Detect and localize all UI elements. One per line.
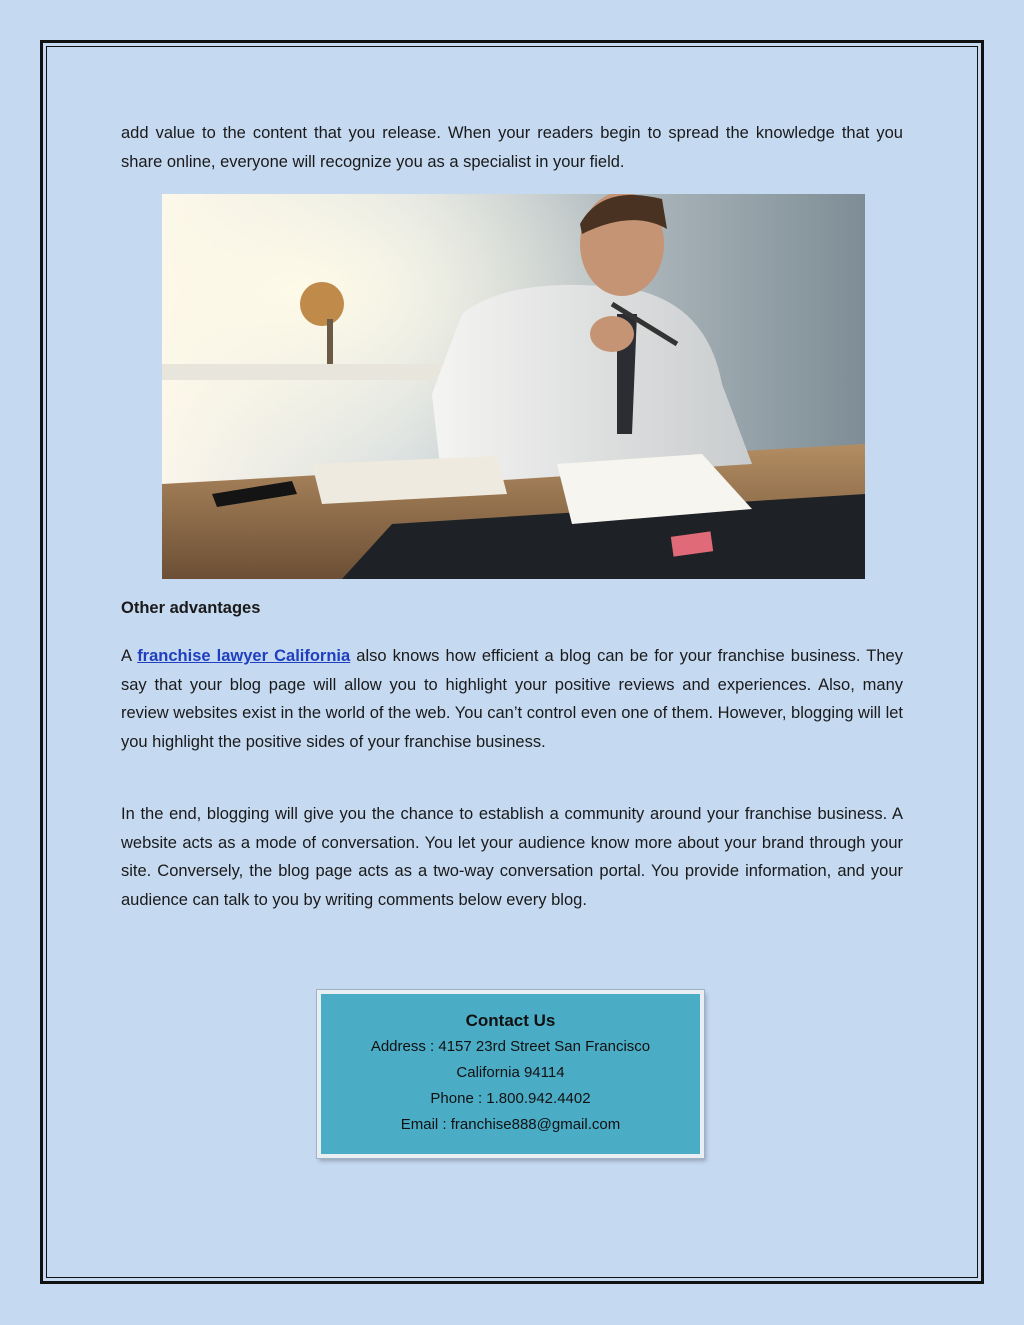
- para1-body: also knows how efficient a blog can be for your franchise business. They say that your blog page will allow you to highlight your positive reviews and experiences. Also, many review websites exist in the world of the web. You can’t control even one of them. However, blogging will let you highlight the positive sides of your franchise business.: [121, 647, 903, 751]
- contact-title: Contact Us: [465, 1011, 556, 1030]
- contact-address-line2: California 94114: [456, 1064, 565, 1081]
- para1-prefix: A: [121, 647, 138, 665]
- contact-phone: Phone : 1.800.942.4402: [430, 1090, 591, 1107]
- contact-address-line1: Address : 4157 23rd Street San Francisco: [370, 1038, 651, 1055]
- article-photo: [162, 194, 865, 579]
- intro-paragraph: [121, 119, 903, 176]
- contact-email: Email : franchise888@gmail.com: [400, 1116, 621, 1133]
- contact-box: [317, 990, 704, 1158]
- franchise-lawyer-link[interactable]: franchise lawyer California: [137, 647, 351, 665]
- intro-text: add value to the content that you release. When your readers begin to spread the knowledge that you share online, everyone will recognize you as a specialist in your field.: [121, 124, 903, 171]
- paragraph-community: [121, 800, 903, 914]
- section-heading: Other advantages: [121, 599, 261, 617]
- man-at-desk-photo: [162, 194, 865, 579]
- para2-text: In the end, blogging will give you the chance to establish a community around your franchise business. A website acts as a mode of conversation. You let your audience know more about your brand through your site. Conversely, the blog page acts as a two-way conversation portal. You provide information, and your audience can talk to you by writing comments below every blog.: [121, 805, 903, 909]
- paragraph-franchise-lawyer: [121, 642, 903, 756]
